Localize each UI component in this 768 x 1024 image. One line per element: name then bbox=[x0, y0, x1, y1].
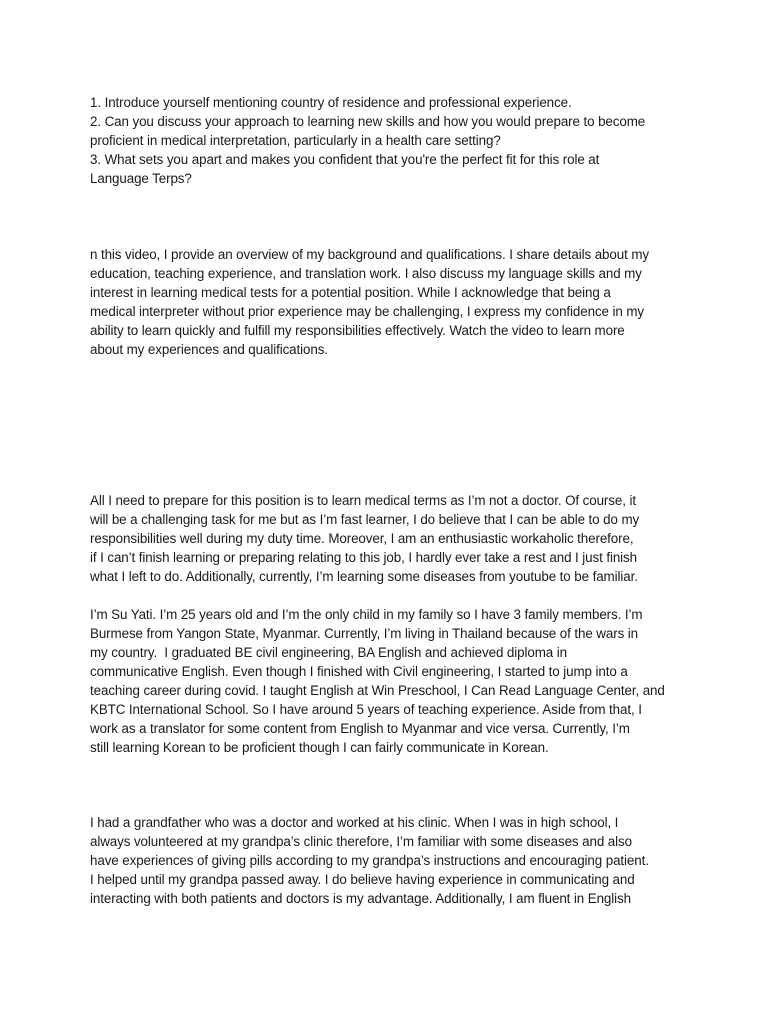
introduction-line: work as a translator for some content from English to Myanmar and vice versa. Currently, I’m bbox=[90, 721, 630, 736]
question-line: 1. Introduce yourself mentioning country of residence and professional experience. bbox=[90, 95, 572, 110]
advantage-line: I helped until my grandpa passed away. I do believe having experience in communicating and bbox=[90, 872, 635, 887]
introduction-line: KBTC International School. So I have around 5 years of teaching experience. Aside from that, I bbox=[90, 702, 642, 717]
advantage-line: have experiences of giving pills according to my grandpa’s instructions and encouraging patient. bbox=[90, 853, 649, 868]
preparation-paragraph bbox=[90, 491, 690, 586]
introduction-line: teaching career during covid. I taught English at Win Preschool, I Can Read Language Center, and bbox=[90, 683, 665, 698]
advantage-line: always volunteered at my grandpa’s clinic therefore, I’m familiar with some diseases and also bbox=[90, 834, 632, 849]
summary-line: n this video, I provide an overview of my background and qualifications. I share details about my bbox=[90, 247, 649, 262]
question-line: proficient in medical interpretation, particularly in a health care setting? bbox=[90, 133, 501, 148]
advantage-line: interacting with both patients and doctors is my advantage. Additionally, I am fluent in English bbox=[90, 891, 631, 906]
preparation-line: if I can’t finish learning or preparing relating to this job, I hardly ever take a rest and I just finish bbox=[90, 550, 637, 565]
introduction-line: I’m Su Yati. I’m 25 years old and I’m the only child in my family so I have 3 family members. I’m bbox=[90, 607, 643, 622]
introduction-line: my country. I graduated BE civil engineering, BA English and achieved diploma in bbox=[90, 645, 567, 660]
interview-questions bbox=[90, 93, 690, 188]
advantage-paragraph bbox=[90, 813, 690, 908]
introduction-line: communicative English. Even though I finished with Civil engineering, I started to jump into a bbox=[90, 664, 628, 679]
question-line: Language Terps? bbox=[90, 171, 192, 186]
introduction-paragraph bbox=[90, 605, 690, 757]
preparation-line: All I need to prepare for this position is to learn medical terms as I’m not a doctor. Of course, it bbox=[90, 493, 636, 508]
preparation-line: what I left to do. Additionally, currently, I’m learning some diseases from youtube to be familiar. bbox=[90, 569, 638, 584]
preparation-line: responsibilities well during my duty time. Moreover, I am an enthusiastic workaholic therefore, bbox=[90, 531, 634, 546]
summary-line: about my experiences and qualifications. bbox=[90, 342, 328, 357]
introduction-line: Burmese from Yangon State, Myanmar. Currently, I’m living in Thailand because of the wars in bbox=[90, 626, 639, 641]
summary-line: medical interpreter without prior experience may be challenging, I express my confidence in my bbox=[90, 304, 645, 319]
summary-line: ability to learn quickly and fulfill my responsibilities effectively. Watch the video to learn more bbox=[90, 323, 625, 338]
preparation-line: will be a challenging task for me but as I’m fast learner, I do believe that I can be able to do my bbox=[90, 512, 640, 527]
video-summary-paragraph bbox=[90, 245, 690, 359]
question-line: 2. Can you discuss your approach to learning new skills and how you would prepare to become bbox=[90, 114, 646, 129]
question-line: 3. What sets you apart and makes you confident that you're the perfect fit for this role at bbox=[90, 152, 600, 167]
advantage-line: I had a grandfather who was a doctor and worked at his clinic. When I was in high school, I bbox=[90, 815, 619, 830]
summary-line: education, teaching experience, and translation work. I also discuss my language skills and my bbox=[90, 266, 642, 281]
introduction-line: still learning Korean to be proficient though I can fairly communicate in Korean. bbox=[90, 740, 549, 755]
summary-line: interest in learning medical tests for a potential position. While I acknowledge that being a bbox=[90, 285, 611, 300]
